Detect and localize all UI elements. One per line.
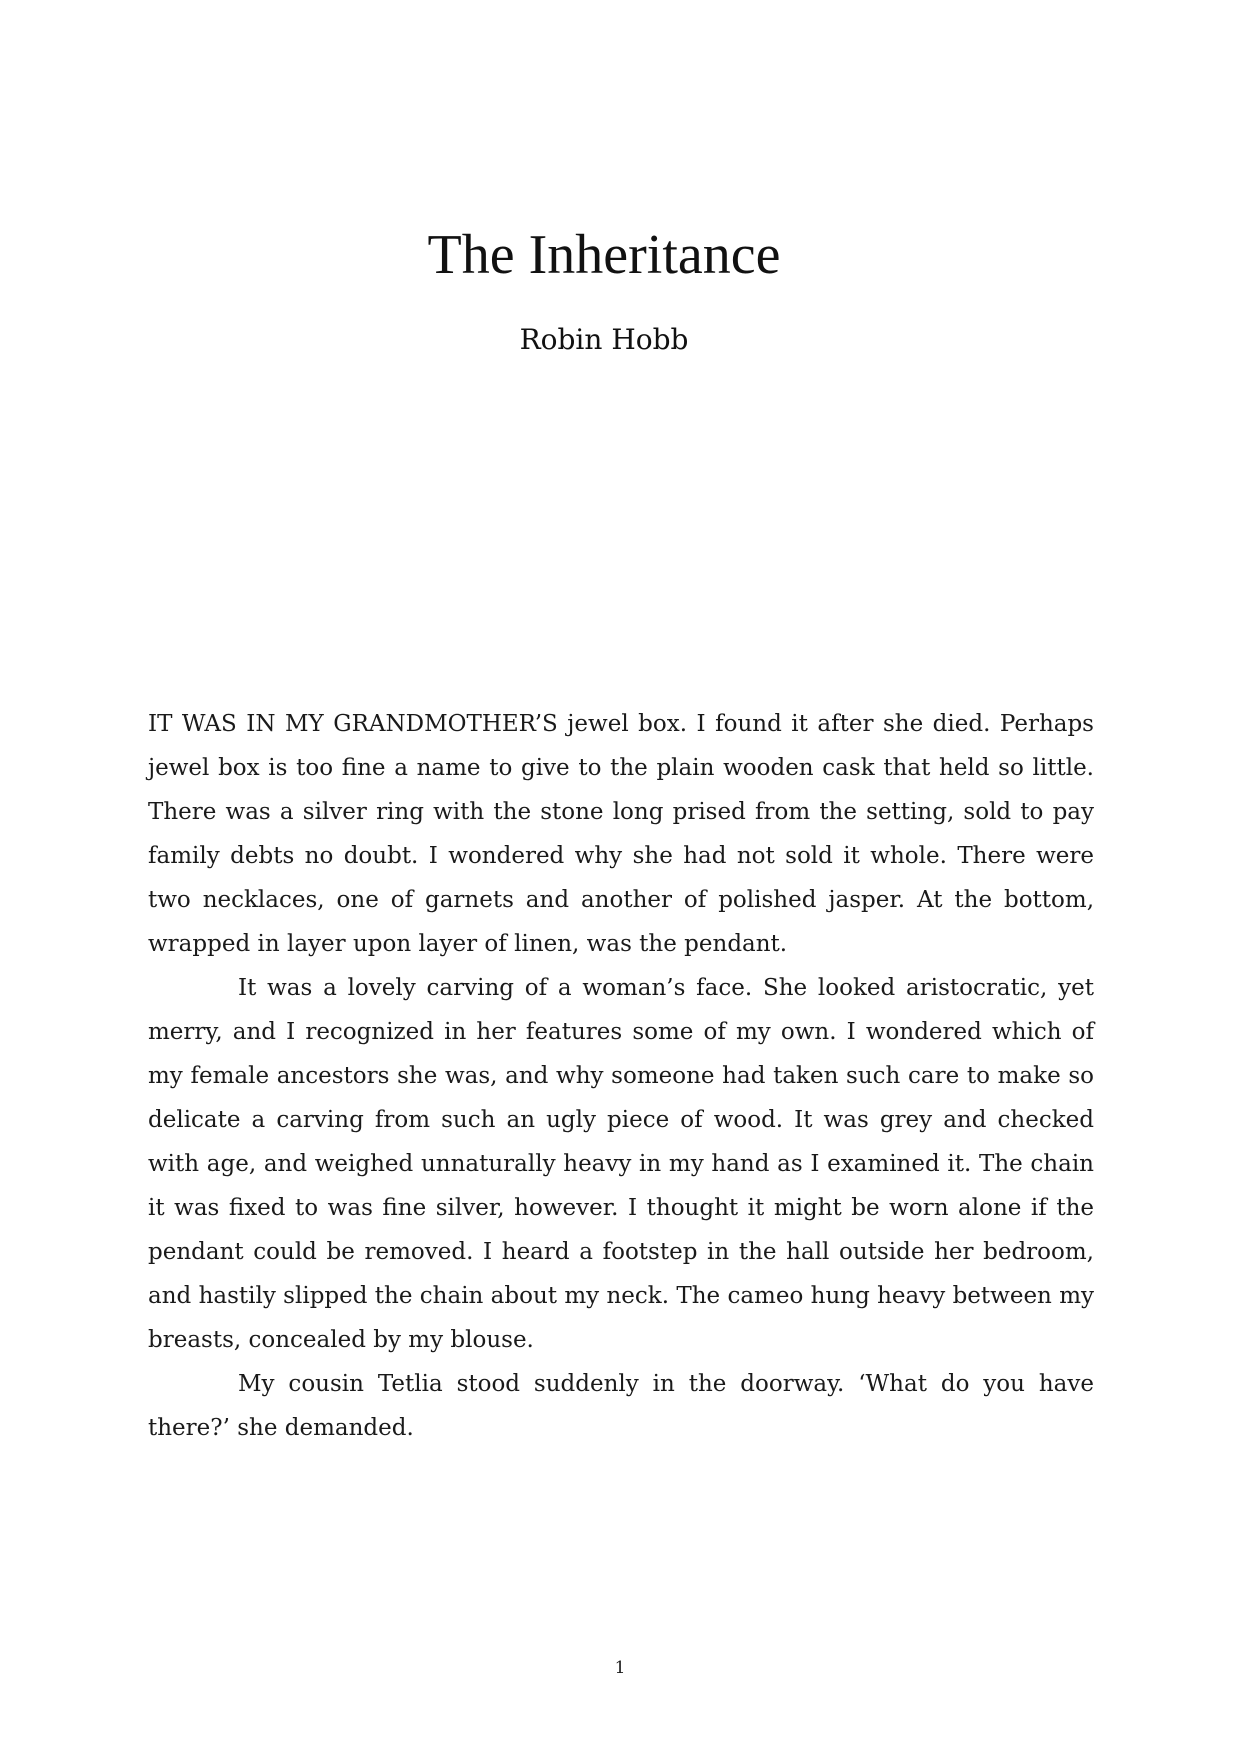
paragraph-2: It was a lovely carving of a woman’s face. She looked aristocratic, yet merry, and I recognized in her features some of my own. I wondered which of my female ancestors she was, and why someone had taken such care to make so delicate a carving from such an ugly piece of wood. It was grey and checked with age, and weighed unnaturally heavy in my hand as I examined it. The chain it was fixed to was fine silver, however. I thought it might be worn alone if the pendant could be removed. I heard a footstep in the hall outside her bedroom, and hastily slipped the chain about my neck. The cameo hung heavy between my breasts, concealed by my blouse. bbox=[148, 975, 1094, 1353]
story-body bbox=[148, 702, 1094, 1450]
author-name: Robin Hobb bbox=[519, 323, 689, 356]
page-title: The Inheritance bbox=[427, 224, 781, 286]
paragraph-3: My cousin Tetlia stood suddenly in the doorway. ‘What do you have there?’ she demanded. bbox=[148, 1371, 1094, 1441]
paragraph-1: IT WAS IN MY GRANDMOTHER’S jewel box. I found it after she died. Perhaps jewel box is too fine a name to give to the plain wooden cask that held so little. There was a silver ring with the stone long prised from the setting, sold to pay family debts no doubt. I wondered why she had not sold it whole. There were two necklaces, one of garnets and another of polished jasper. At the bottom, wrapped in layer upon layer of linen, was the pendant. bbox=[148, 711, 1094, 957]
page-number: 1 bbox=[614, 1658, 626, 1678]
